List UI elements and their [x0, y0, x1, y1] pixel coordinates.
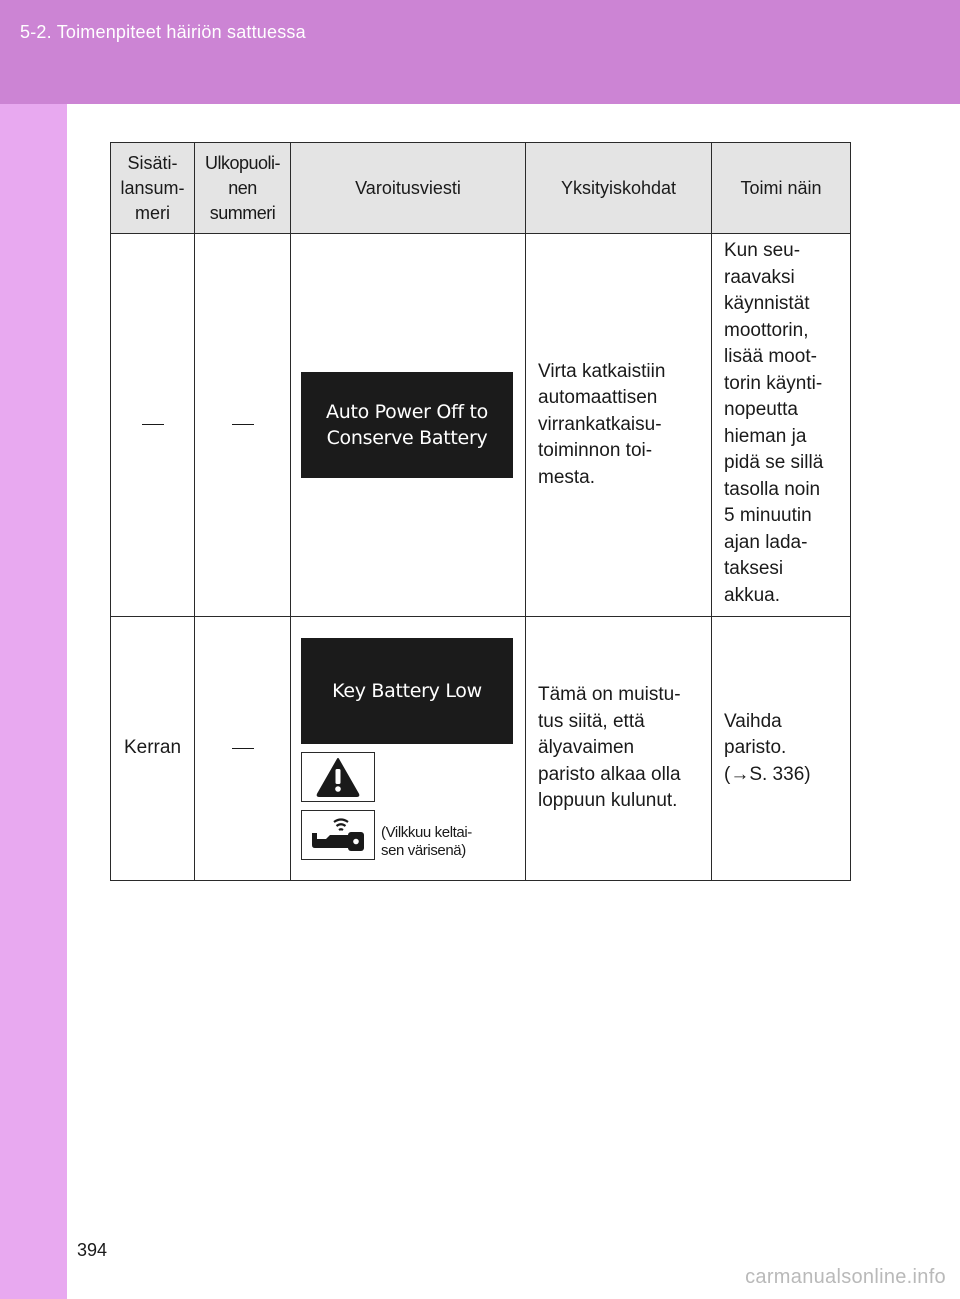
header-details: Yksityiskohdat: [526, 143, 712, 234]
text-line: virrankatkaisu-: [538, 413, 662, 435]
warning-triangle-icon: [316, 757, 360, 797]
text-line: älyavaimen: [538, 737, 635, 759]
header-exterior-buzzer: [195, 143, 291, 234]
note-line: sen värisenä): [381, 841, 466, 859]
display-message-auto-power-off: [301, 372, 513, 478]
text-line: Tämä on muistu-: [538, 684, 681, 706]
text-line: paristo.: [724, 737, 787, 759]
dash-mark: [232, 748, 254, 749]
smart-key-icon: [308, 815, 368, 855]
text-line: lisää moot-: [724, 346, 817, 367]
blink-note: [381, 824, 472, 860]
warning-icon-row: [301, 752, 525, 802]
key-icon-box: [301, 810, 375, 860]
text-line: taksesi: [724, 558, 784, 579]
header-line: lansum-: [120, 177, 185, 198]
action-cell: [712, 617, 851, 881]
dash-mark: [142, 424, 164, 425]
header-interior-buzzer: [111, 143, 195, 234]
page-number: 394: [77, 1240, 108, 1260]
action-cell: [712, 234, 851, 617]
key-icon-row: [301, 810, 525, 860]
text-line: loppuun kulunut.: [538, 790, 678, 812]
page-reference-link[interactable]: (→S. 336): [724, 763, 811, 785]
text-line: pidä se sillä: [724, 452, 824, 473]
header-line: meri: [135, 202, 170, 223]
text-line: paristo alkaa olla: [538, 763, 681, 785]
text-line: mesta.: [538, 466, 596, 488]
text-line: toiminnon toi-: [538, 440, 653, 462]
text-line: tus siitä, että: [538, 710, 645, 732]
text-line: nopeutta: [724, 399, 798, 420]
text-line: 5 minuutin: [724, 505, 812, 526]
display-line: Conserve Battery: [326, 427, 488, 449]
dash-mark: [232, 424, 254, 425]
side-margin-band: [0, 0, 67, 1299]
watermark: carmanualsonline.info: [745, 1266, 946, 1288]
table-row: [111, 617, 851, 881]
details-cell: [526, 234, 712, 617]
text-line: Kun seu-: [724, 240, 801, 261]
text-line: tasolla noin: [724, 478, 821, 500]
header-line: nen: [228, 177, 257, 198]
warning-message-cell: [291, 234, 526, 617]
text-line: Vaihda: [724, 710, 782, 732]
text-line: käynnistät: [724, 293, 810, 314]
note-line: (Vilkkuu keltai-: [381, 823, 472, 841]
text-line: ajan lada-: [724, 531, 808, 553]
interior-buzzer-cell: Kerran: [111, 617, 195, 881]
interior-buzzer-cell: [111, 234, 195, 617]
details-cell: [526, 617, 712, 881]
header-line: Sisäti-: [127, 152, 178, 173]
header-action: Toimi näin: [712, 143, 851, 234]
table-row: [111, 234, 851, 617]
text-line: akkua.: [724, 584, 780, 606]
warning-table: [110, 142, 851, 881]
section-title: 5-2. Toimenpiteet häiriön sattuessa: [20, 22, 306, 42]
display-line: Key Battery Low: [332, 679, 482, 702]
exterior-buzzer-cell: [195, 617, 291, 881]
table-header-row: [111, 143, 851, 234]
warning-message-cell: [291, 617, 526, 881]
warning-icon-box: [301, 752, 375, 802]
header-line: Ulkopuoli-: [204, 152, 281, 173]
text-line: hieman ja: [724, 425, 807, 447]
text-line: raavaksi: [724, 266, 795, 288]
header-warning-message: Varoitusviesti: [291, 143, 526, 234]
page-header: [0, 0, 960, 104]
text-line: torin käynti-: [724, 372, 823, 394]
text-line: Virta katkaistiin: [538, 360, 666, 382]
display-line: Auto Power Off to: [326, 401, 488, 423]
text-line: automaattisen: [538, 387, 658, 409]
text-line: moottorin,: [724, 319, 809, 341]
display-message-key-battery-low: [301, 638, 513, 744]
exterior-buzzer-cell: [195, 234, 291, 617]
header-line: summeri: [209, 202, 276, 223]
